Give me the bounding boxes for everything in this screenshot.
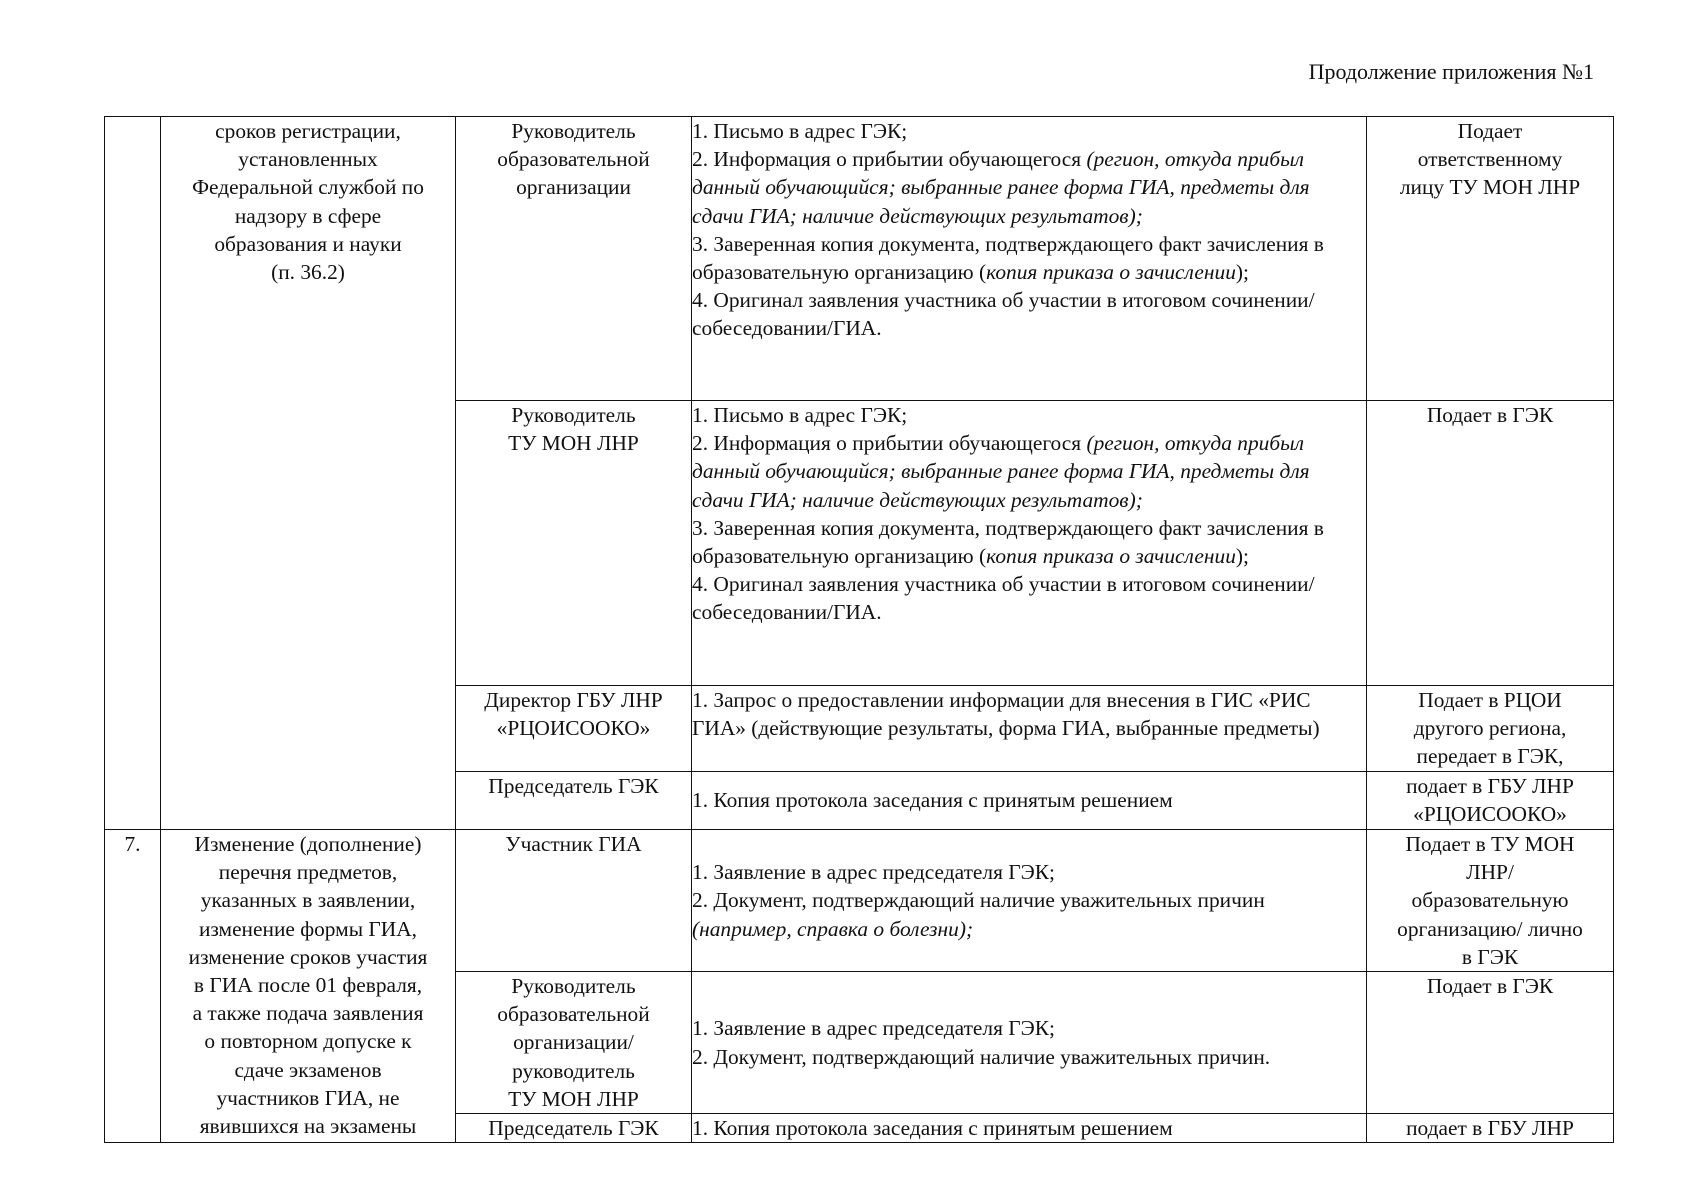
section-topic-cell: Изменение (дополнение) перечня предметов, указанных в заявлении, изменение формы ГИА, изменение сроков участия в ГИА после 01 февраля, а также подача заявления о повторном допуске к сдаче экзаменов участников ГИА, не явившихся на экзамены — [161, 830, 456, 1143]
responsible-cell: Директор ГБУ ЛНР «РЦОИСООКО» — [456, 686, 692, 772]
responsible-cell: Участник ГИА — [456, 830, 692, 972]
section-number-cell — [105, 117, 161, 830]
documents-cell: 1. Запрос о предоставлении информации для внесения в ГИС «РИС ГИА» (действующие результаты, форма ГИА, выбранные предметы) — [692, 686, 1367, 772]
responsible-cell: Председатель ГЭК — [456, 1114, 692, 1143]
documents-cell: 1. Письмо в адрес ГЭК; 2. Информация о прибытии обучающегося (регион, откуда прибыл данный обучающийся; выбранные ранее форма ГИА, предметы для сдачи ГИА; наличие действующих результатов); 3. Заверенная копия документа, подтверждающего факт зачисления в образовательную организацию (копия приказа о зачислении); 4. Оригинал заявления участника об участии в итоговом сочинении/ собеседовании/ГИА. — [692, 401, 1367, 686]
responsible-cell: Председатель ГЭК — [456, 772, 692, 830]
table-row — [105, 830, 1614, 972]
responsible-cell: Руководитель ТУ МОН ЛНР — [456, 401, 692, 686]
action-cell: Подает в ТУ МОН ЛНР/ образовательную организацию/ лично в ГЭК — [1367, 830, 1614, 972]
responsible-cell: Руководитель образовательной организации/ руководитель ТУ МОН ЛНР — [456, 972, 692, 1114]
documents-cell: 1. Копия протокола заседания с принятым решением — [692, 772, 1367, 830]
action-cell: Подает в ГЭК — [1367, 401, 1614, 686]
documents-cell: 1. Копия протокола заседания с принятым решением — [692, 1114, 1367, 1143]
action-cell: Подает ответственному лицу ТУ МОН ЛНР — [1367, 117, 1614, 401]
documents-cell: 1. Заявление в адрес председателя ГЭК; 2. Документ, подтверждающий наличие уважительных причин (например, справка о болезни); — [692, 830, 1367, 972]
procedure-table — [104, 116, 1614, 1143]
section-topic-cell: сроков регистрации, установленных Федеральной службой по надзору в сфере образования и науки (п. 36.2) — [161, 117, 456, 830]
action-cell: подает в ГБУ ЛНР — [1367, 1114, 1614, 1143]
table-row — [105, 117, 1614, 401]
action-cell: Подает в РЦОИ другого региона, передает в ГЭК, — [1367, 686, 1614, 772]
responsible-cell: Руководитель образовательной организации — [456, 117, 692, 401]
page-header-note: Продолжение приложения №1 — [1308, 59, 1594, 84]
section-number-cell: 7. — [105, 830, 161, 1143]
documents-cell: 1. Заявление в адрес председателя ГЭК; 2. Документ, подтверждающий наличие уважительных причин. — [692, 972, 1367, 1114]
action-cell: Подает в ГЭК — [1367, 972, 1614, 1114]
documents-cell: 1. Письмо в адрес ГЭК; 2. Информация о прибытии обучающегося (регион, откуда прибыл данный обучающийся; выбранные ранее форма ГИА, предметы для сдачи ГИА; наличие действующих результатов); 3. Заверенная копия документа, подтверждающего факт зачисления в образовательную организацию (копия приказа о зачислении); 4. Оригинал заявления участника об участии в итоговом сочинении/ собеседовании/ГИА. — [692, 117, 1367, 401]
action-cell: подает в ГБУ ЛНР «РЦОИСООКО» — [1367, 772, 1614, 830]
